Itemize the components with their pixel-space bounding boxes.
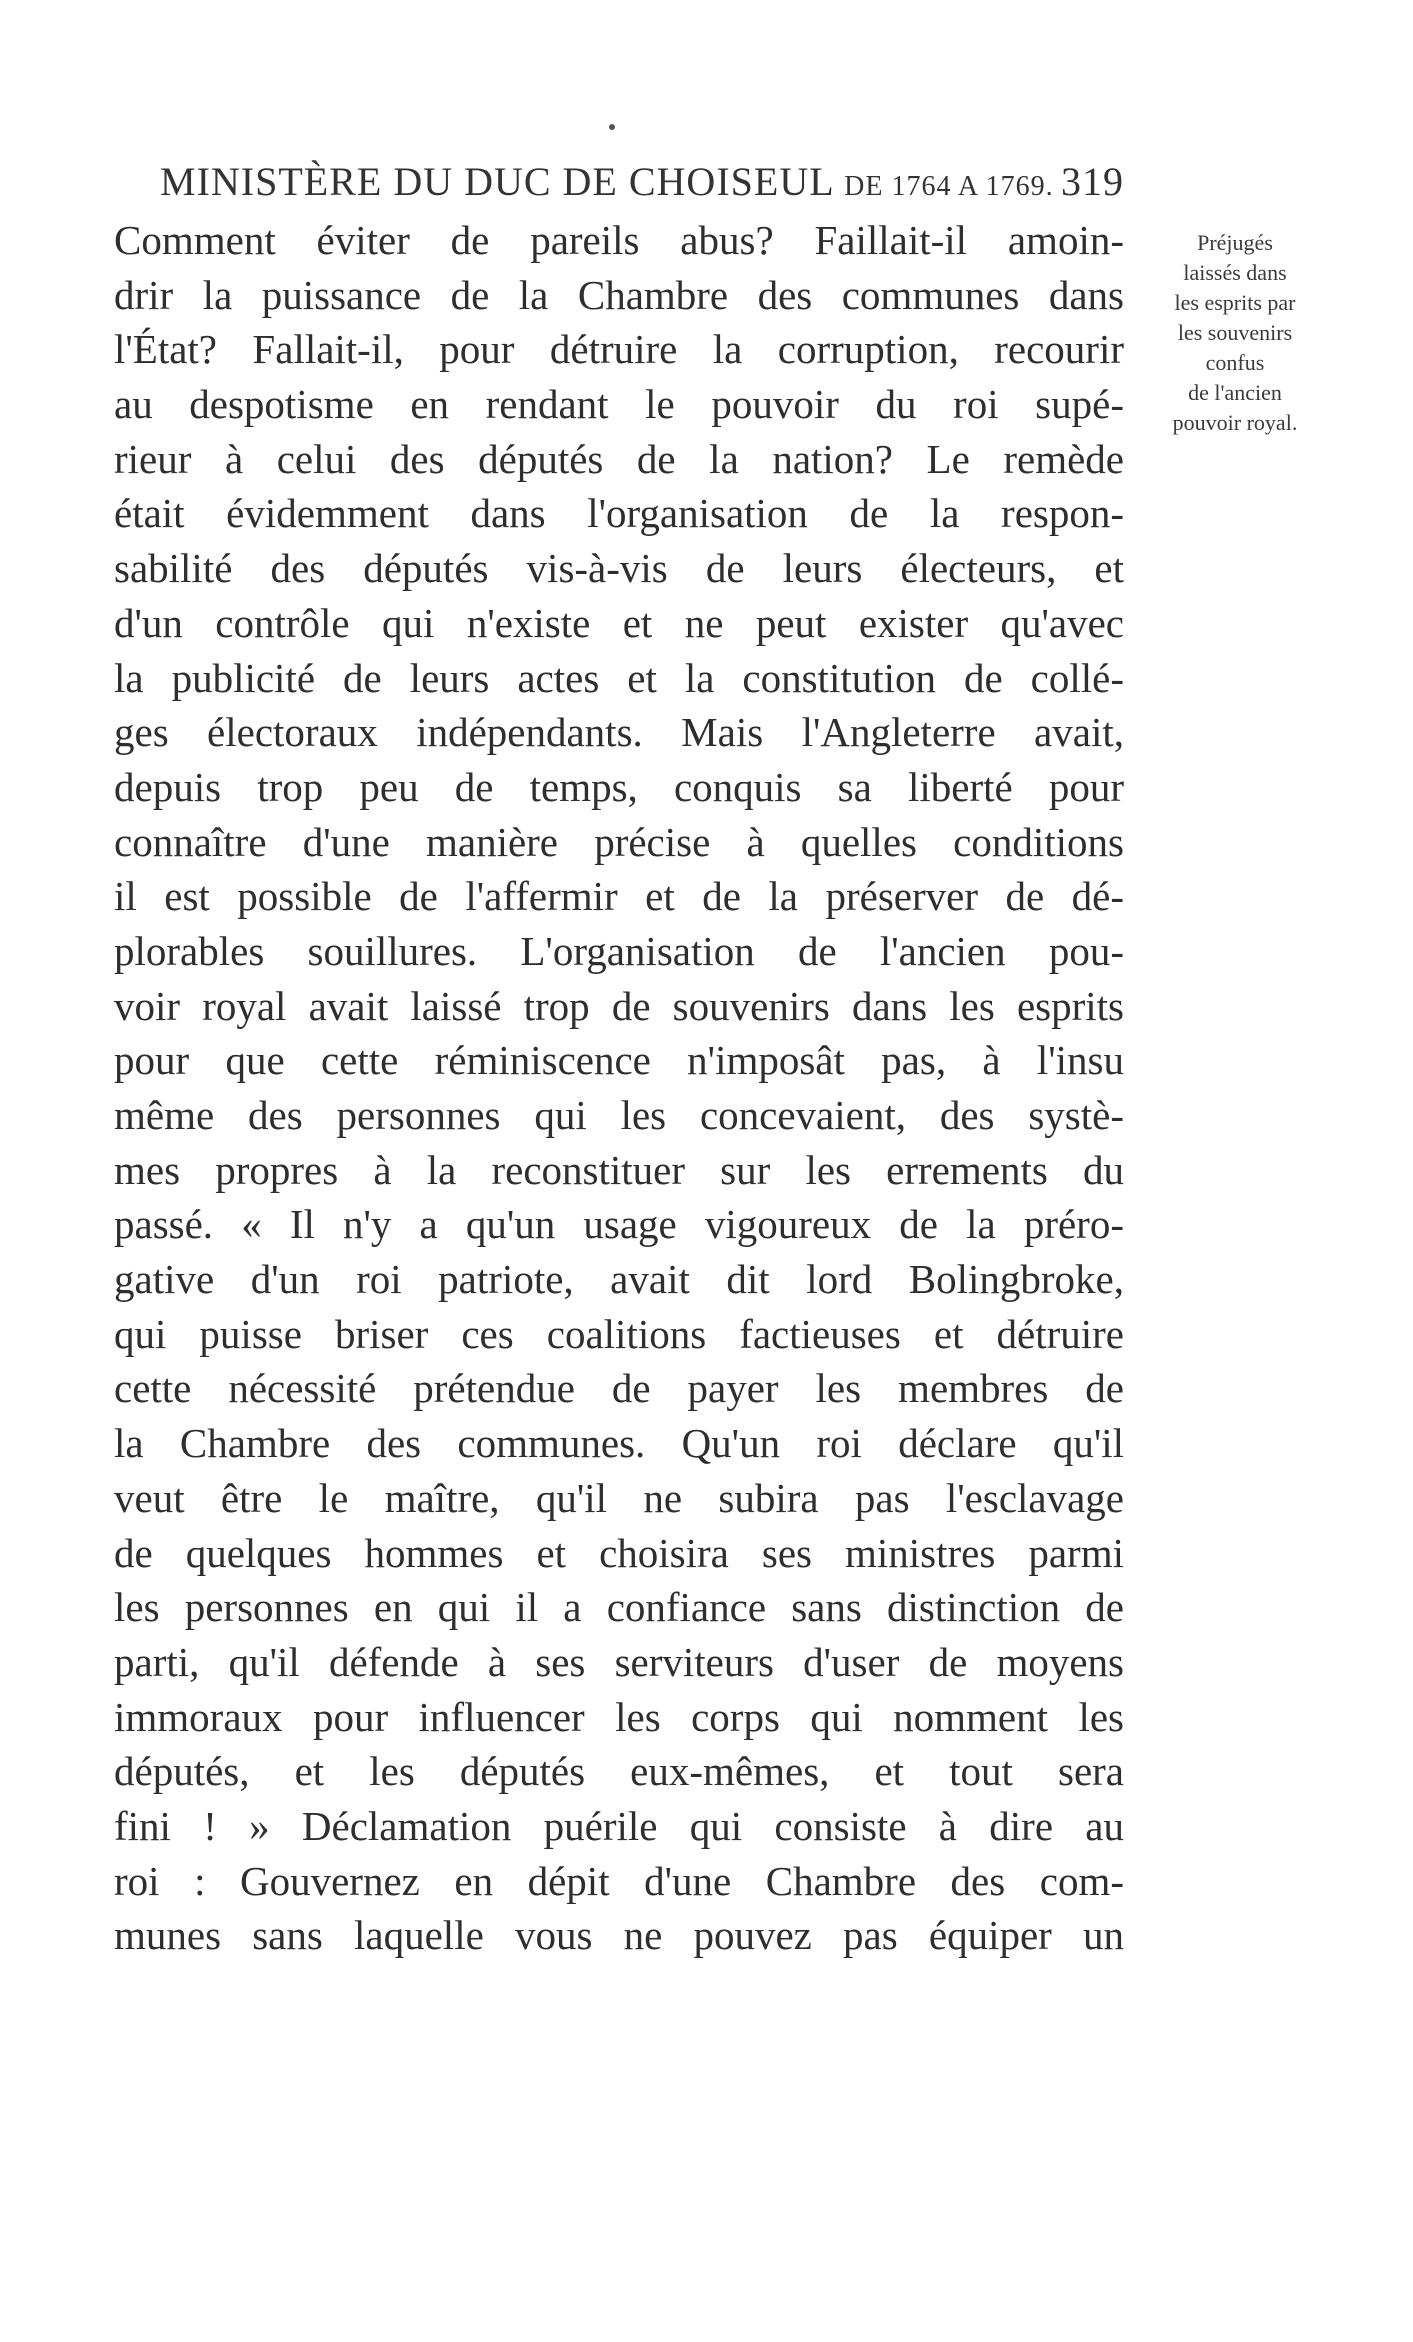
body-line: connaître d'une manière précise à quelles conditions bbox=[114, 818, 1124, 865]
body-line: plorables souillures. L'organisation de l'ancien pou- bbox=[114, 927, 1124, 974]
body-text bbox=[114, 213, 1124, 1963]
margin-note-line: les souvenirs bbox=[1177, 320, 1293, 345]
body-line: était évidemment dans l'organisation de la respon- bbox=[114, 490, 1124, 537]
margin-note-line: Préjugés bbox=[1197, 230, 1273, 255]
body-line: Comment éviter de pareils abus? Faillait-il amoin- bbox=[114, 217, 1124, 263]
body-line: parti, qu'il défende à ses serviteurs d'user de moyens bbox=[114, 1638, 1124, 1685]
running-head-title bbox=[160, 158, 1054, 205]
body-line: députés, et les députés eux-mêmes, et tout sera bbox=[114, 1748, 1124, 1795]
body-line: cette nécessité prétendue de payer les membres de bbox=[114, 1365, 1124, 1412]
body-line: drir la puissance de la Chambre des communes dans bbox=[114, 271, 1124, 318]
body-line: au despotisme en rendant le pouvoir du roi supé- bbox=[114, 381, 1124, 428]
running-head bbox=[160, 158, 1124, 208]
body-line: mes propres à la reconstituer sur les errements du bbox=[114, 1146, 1124, 1193]
body-line: passé. « Il n'y a qu'un usage vigoureux de la préro- bbox=[114, 1201, 1124, 1248]
body-line: qui puisse briser ces coalitions factieuses et détruire bbox=[114, 1310, 1124, 1357]
body-line: il est possible de l'affermir et de la préserver de dé- bbox=[114, 873, 1124, 920]
margin-note bbox=[1125, 228, 1345, 438]
ink-dot bbox=[609, 124, 615, 130]
body-line: rieur à celui des députés de la nation? Le remède bbox=[114, 435, 1124, 482]
body-line: munes sans laquelle vous ne pouvez pas équiper un bbox=[114, 1912, 1124, 1959]
running-head-title-main: MINISTÈRE DU DUC DE CHOISEUL bbox=[160, 159, 834, 204]
body-line: d'un contrôle qui n'existe et ne peut exister qu'avec bbox=[114, 599, 1124, 646]
margin-note-line: de l'ancien bbox=[1188, 380, 1282, 405]
body-line: fini ! » Déclamation puérile qui consiste à dire au bbox=[114, 1802, 1124, 1849]
margin-note-line: les esprits par bbox=[1174, 290, 1296, 315]
body-line: l'État? Fallait-il, pour détruire la corruption, recourir bbox=[114, 326, 1124, 373]
body-line: les personnes en qui il a confiance sans distinction de bbox=[114, 1584, 1124, 1631]
body-line: immoraux pour influencer les corps qui nomment les bbox=[114, 1693, 1124, 1740]
body-line: gative d'un roi patriote, avait dit lord Bolingbroke, bbox=[114, 1256, 1124, 1303]
body-line: voir royal avait laissé trop de souvenirs dans les esprits bbox=[114, 982, 1124, 1029]
body-line: pour que cette réminiscence n'imposât pas, à l'insu bbox=[114, 1037, 1124, 1084]
margin-note-line: pouvoir royal. bbox=[1172, 410, 1298, 435]
margin-note-line: confus bbox=[1205, 350, 1265, 375]
body-line: la publicité de leurs actes et la constitution de collé- bbox=[114, 654, 1124, 701]
body-line: roi : Gouvernez en dépit d'une Chambre des com- bbox=[114, 1857, 1124, 1904]
margin-note-line: laissés dans bbox=[1183, 260, 1287, 285]
body-line: même des personnes qui les concevaient, des systè- bbox=[114, 1092, 1124, 1138]
running-head-title-dates: DE 1764 A 1769. bbox=[844, 171, 1054, 202]
page-number: 319 bbox=[1061, 159, 1124, 204]
body-line: depuis trop peu de temps, conquis sa liberté pour bbox=[114, 763, 1124, 810]
body-line: veut être le maître, qu'il ne subira pas l'esclavage bbox=[114, 1474, 1124, 1521]
body-line: sabilité des députés vis-à-vis de leurs électeurs, et bbox=[114, 545, 1124, 592]
body-line: de quelques hommes et choisira ses ministres parmi bbox=[114, 1529, 1124, 1576]
body-line: la Chambre des communes. Qu'un roi déclare qu'il bbox=[114, 1420, 1124, 1467]
body-line: ges électoraux indépendants. Mais l'Angleterre avait, bbox=[114, 709, 1124, 756]
